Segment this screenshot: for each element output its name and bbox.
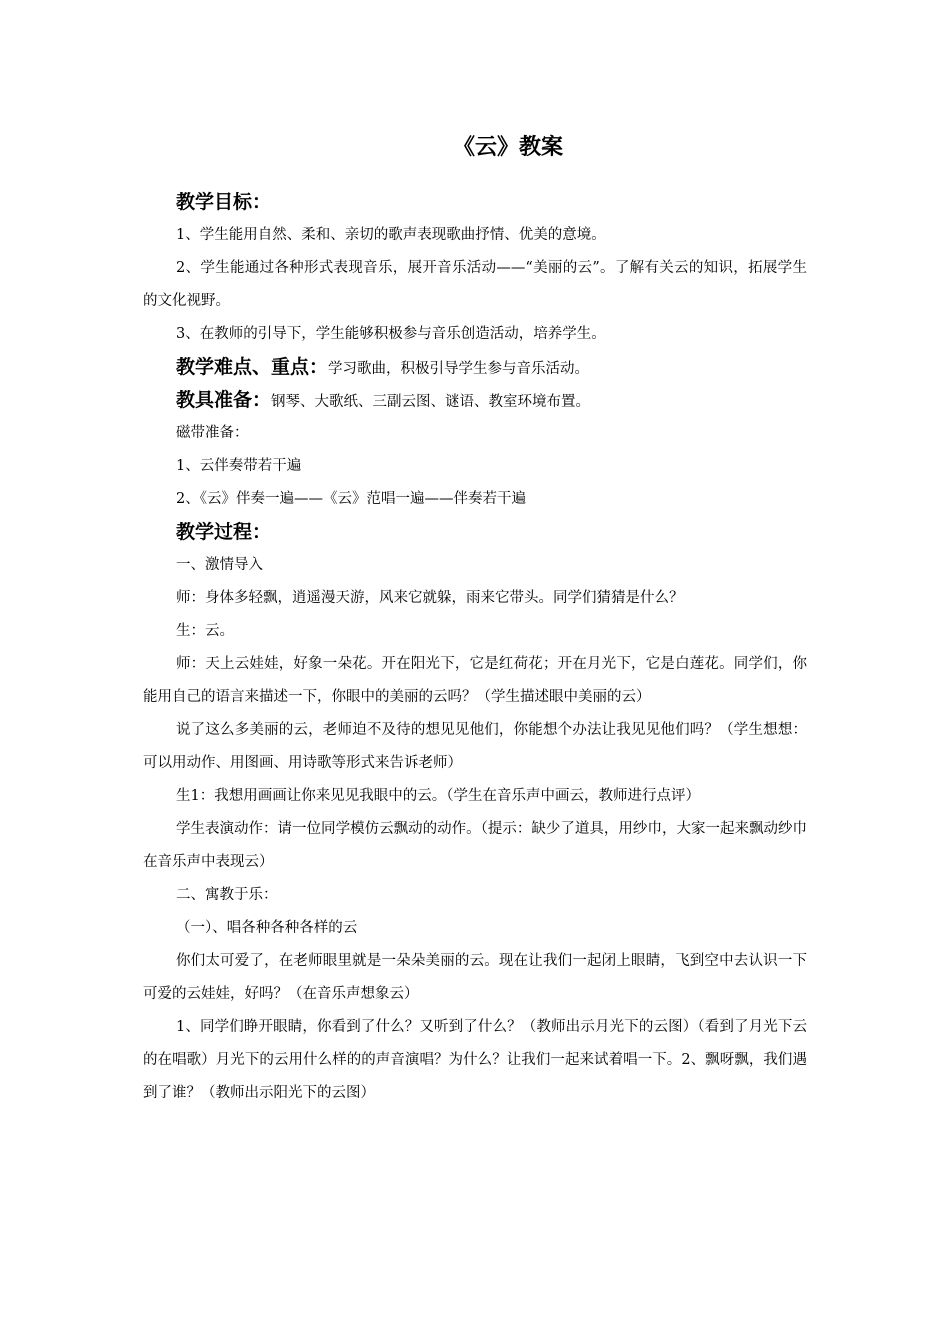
document-title: 《云》教案 [452, 135, 563, 160]
objectives-heading: 教学目标： [176, 191, 272, 213]
process-paragraph: 说了这么多美丽的云，老师迫不及待的想见见他们，你能想个办法让我见见他们吗？（学生想想：可以用动作、用图画、用诗歌等形式来告诉老师） [143, 722, 807, 771]
tape-label: 磁带准备： [176, 425, 249, 441]
process-paragraph: 1、同学们睁开眼睛，你看到了什么？又听到了什么？（教师出示月光下的云图）（看到了月光下云的在唱歌）月光下的云用什么样的的声音演唱？为什么？让我们一起来试着唱一下。2、飘呀飘，我们遇到了谁？（教师出示阳光下的云图） [143, 1019, 807, 1101]
process-paragraph: 你们太可爱了，在老师眼里就是一朵朵美丽的云。现在让我们一起闭上眼睛，飞到空中去认识一下可爱的云娃娃，好吗？（在音乐声想象云） [143, 953, 807, 1002]
process-paragraph: 生1：我想用画画让你来见见我眼中的云。（学生在音乐声中画云，教师进行点评） [176, 788, 700, 804]
objective-item-2: 2、学生能通过各种形式表现音乐，展开音乐活动——“美丽的云”。了解有关云的知识，拓展学生的文化视野。 [143, 260, 807, 309]
process-paragraph: 二、寓教于乐： [176, 887, 278, 903]
materials-heading: 教具准备：钢琴、大歌纸、三副云图、谜语、教室环境布置。 [176, 389, 591, 411]
tape-item-1: 1、云伴奏带若干遍 [176, 458, 302, 474]
process-heading: 教学过程： [176, 521, 272, 543]
key-points-text: 学习歌曲，积极引导学生参与音乐活动。 [328, 361, 590, 377]
process-paragraph: 一、激情导入 [176, 557, 263, 573]
document-body [143, 186, 807, 1110]
process-paragraph: 师：天上云娃娃，好象一朵花。开在阳光下，它是红荷花；开在月光下，它是白莲花。同学们，你能用自己的语言来描述一下，你眼中的美丽的云吗？（学生描述眼中美丽的云） [143, 656, 807, 705]
objective-item-3: 3、在教师的引导下，学生能够积极参与音乐创造活动，培养学生。 [176, 326, 606, 342]
process-paragraph: （一）、唱各种各种各样的云 [176, 920, 358, 936]
tape-item-2: 2、《云》伴奏一遍——《云》范唱一遍——伴奏若干遍 [176, 491, 526, 507]
process-paragraph: 师：身体多轻飘，逍遥漫天游，风来它就躲，雨来它带头。同学们猜猜是什么？ [176, 590, 684, 606]
process-paragraph: 学生表演动作：请一位同学模仿云飘动的动作。（提示：缺少了道具，用纱巾，大家一起来飘动纱巾在音乐声中表现云） [143, 821, 807, 870]
objective-item-1: 1、学生能用自然、柔和、亲切的歌声表现歌曲抒情、优美的意境。 [176, 227, 606, 243]
process-paragraph: 生：云。 [176, 623, 234, 639]
key-points-heading: 教学难点、重点：学习歌曲，积极引导学生参与音乐活动。 [176, 356, 590, 378]
materials-text: 钢琴、大歌纸、三副云图、谜语、教室环境布置。 [271, 394, 591, 410]
